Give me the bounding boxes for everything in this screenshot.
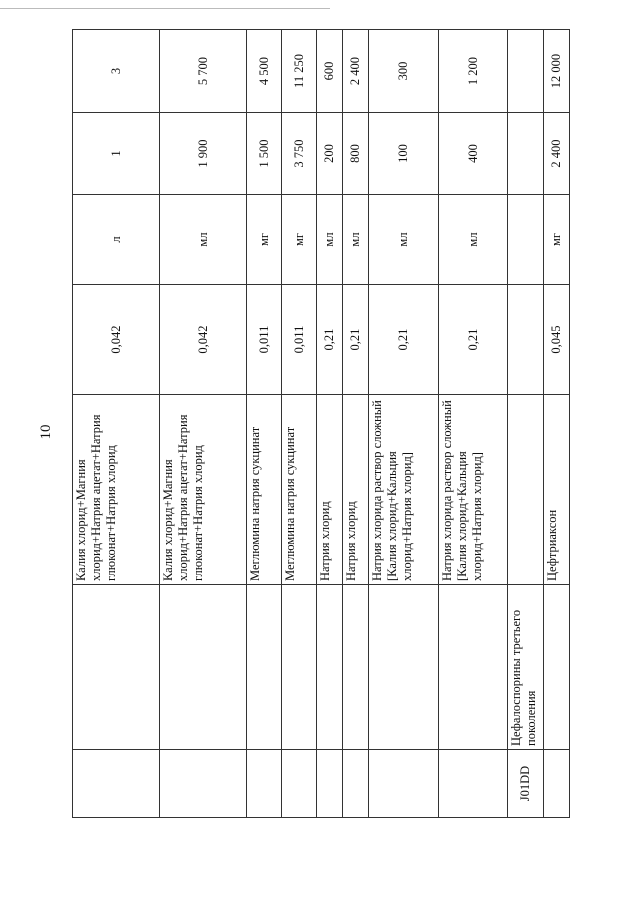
- group-cell: [73, 585, 160, 750]
- group-cell: [317, 585, 343, 750]
- total-cell: 300: [369, 30, 439, 113]
- total-cell: 12 000: [544, 30, 570, 113]
- dose-cell: 1 500: [247, 113, 282, 195]
- scan-line: [0, 8, 330, 9]
- unit-cell: [508, 195, 544, 285]
- unit-cell: мл: [369, 195, 439, 285]
- table-row: [369, 30, 439, 818]
- drug-name-cell: Калия хлорид+Магния хлорид+Натрия ацетат+Натрия глюконат+Натрия хлорид: [73, 395, 160, 585]
- unit-cell: мг: [282, 195, 317, 285]
- unit-cell: мл: [343, 195, 369, 285]
- table-row: [508, 30, 544, 818]
- coefficient-cell: 0,21: [369, 285, 439, 395]
- table-row: [247, 30, 282, 818]
- drug-name-cell: Натрия хлорида раствор сложный [Калия хлорид+Кальция хлорид+Натрия хлорид]: [369, 395, 439, 585]
- group-cell: Цефалоспорины третьего поколения: [508, 585, 544, 750]
- table-row: [282, 30, 317, 818]
- table-row: [439, 30, 508, 818]
- drug-name-cell: Калия хлорид+Магния хлорид+Натрия ацетат+Натрия глюконат+Натрия хлорид: [160, 395, 247, 585]
- total-cell: 3: [73, 30, 160, 113]
- group-cell: [343, 585, 369, 750]
- total-cell: 2 400: [343, 30, 369, 113]
- group-cell: [439, 585, 508, 750]
- code-cell: [73, 750, 160, 818]
- drug-name-cell: Меглюмина натрия сукцинат: [247, 395, 282, 585]
- total-cell: 11 250: [282, 30, 317, 113]
- unit-cell: мг: [247, 195, 282, 285]
- unit-cell: л: [73, 195, 160, 285]
- unit-cell: мл: [160, 195, 247, 285]
- unit-cell: мл: [317, 195, 343, 285]
- coefficient-cell: 0,21: [317, 285, 343, 395]
- dose-cell: 1: [73, 113, 160, 195]
- total-cell: 600: [317, 30, 343, 113]
- table-row: [317, 30, 343, 818]
- drug-name-cell: Натрия хлорид: [343, 395, 369, 585]
- coefficient-cell: [508, 285, 544, 395]
- dose-cell: [508, 113, 544, 195]
- table-row: [160, 30, 247, 818]
- drug-name-cell: Натрия хлорид: [317, 395, 343, 585]
- table-row: [544, 30, 570, 818]
- table-row: [343, 30, 369, 818]
- code-cell: [343, 750, 369, 818]
- drug-name-cell: Меглюмина натрия сукцинат: [282, 395, 317, 585]
- group-cell: [369, 585, 439, 750]
- code-cell: [369, 750, 439, 818]
- group-cell: [160, 585, 247, 750]
- dose-cell: 2 400: [544, 113, 570, 195]
- group-cell: [247, 585, 282, 750]
- code-cell: [247, 750, 282, 818]
- unit-cell: мг: [544, 195, 570, 285]
- dose-cell: 100: [369, 113, 439, 195]
- group-cell: [544, 585, 570, 750]
- coefficient-cell: 0,042: [160, 285, 247, 395]
- page-number: 10: [38, 424, 54, 440]
- dose-cell: 800: [343, 113, 369, 195]
- code-cell: [160, 750, 247, 818]
- coefficient-cell: 0,011: [247, 285, 282, 395]
- total-cell: 1 200: [439, 30, 508, 113]
- total-cell: 5 700: [160, 30, 247, 113]
- rotated-table-wrapper: [72, 30, 569, 818]
- table-row: [73, 30, 160, 818]
- code-cell: [439, 750, 508, 818]
- total-cell: [508, 30, 544, 113]
- code-cell: J01DD: [508, 750, 544, 818]
- unit-cell: мл: [439, 195, 508, 285]
- group-cell: [282, 585, 317, 750]
- coefficient-cell: 0,21: [343, 285, 369, 395]
- dose-cell: 200: [317, 113, 343, 195]
- code-cell: [282, 750, 317, 818]
- code-cell: [317, 750, 343, 818]
- coefficient-cell: 0,21: [439, 285, 508, 395]
- total-cell: 4 500: [247, 30, 282, 113]
- drug-table: [72, 29, 570, 818]
- dose-cell: 1 900: [160, 113, 247, 195]
- dose-cell: 400: [439, 113, 508, 195]
- dose-cell: 3 750: [282, 113, 317, 195]
- coefficient-cell: 0,011: [282, 285, 317, 395]
- coefficient-cell: 0,045: [544, 285, 570, 395]
- code-cell: [544, 750, 570, 818]
- drug-name-cell: [508, 395, 544, 585]
- drug-name-cell: Натрия хлорида раствор сложный [Калия хлорид+Кальция хлорид+Натрия хлорид]: [439, 395, 508, 585]
- drug-name-cell: Цефтриаксон: [544, 395, 570, 585]
- coefficient-cell: 0,042: [73, 285, 160, 395]
